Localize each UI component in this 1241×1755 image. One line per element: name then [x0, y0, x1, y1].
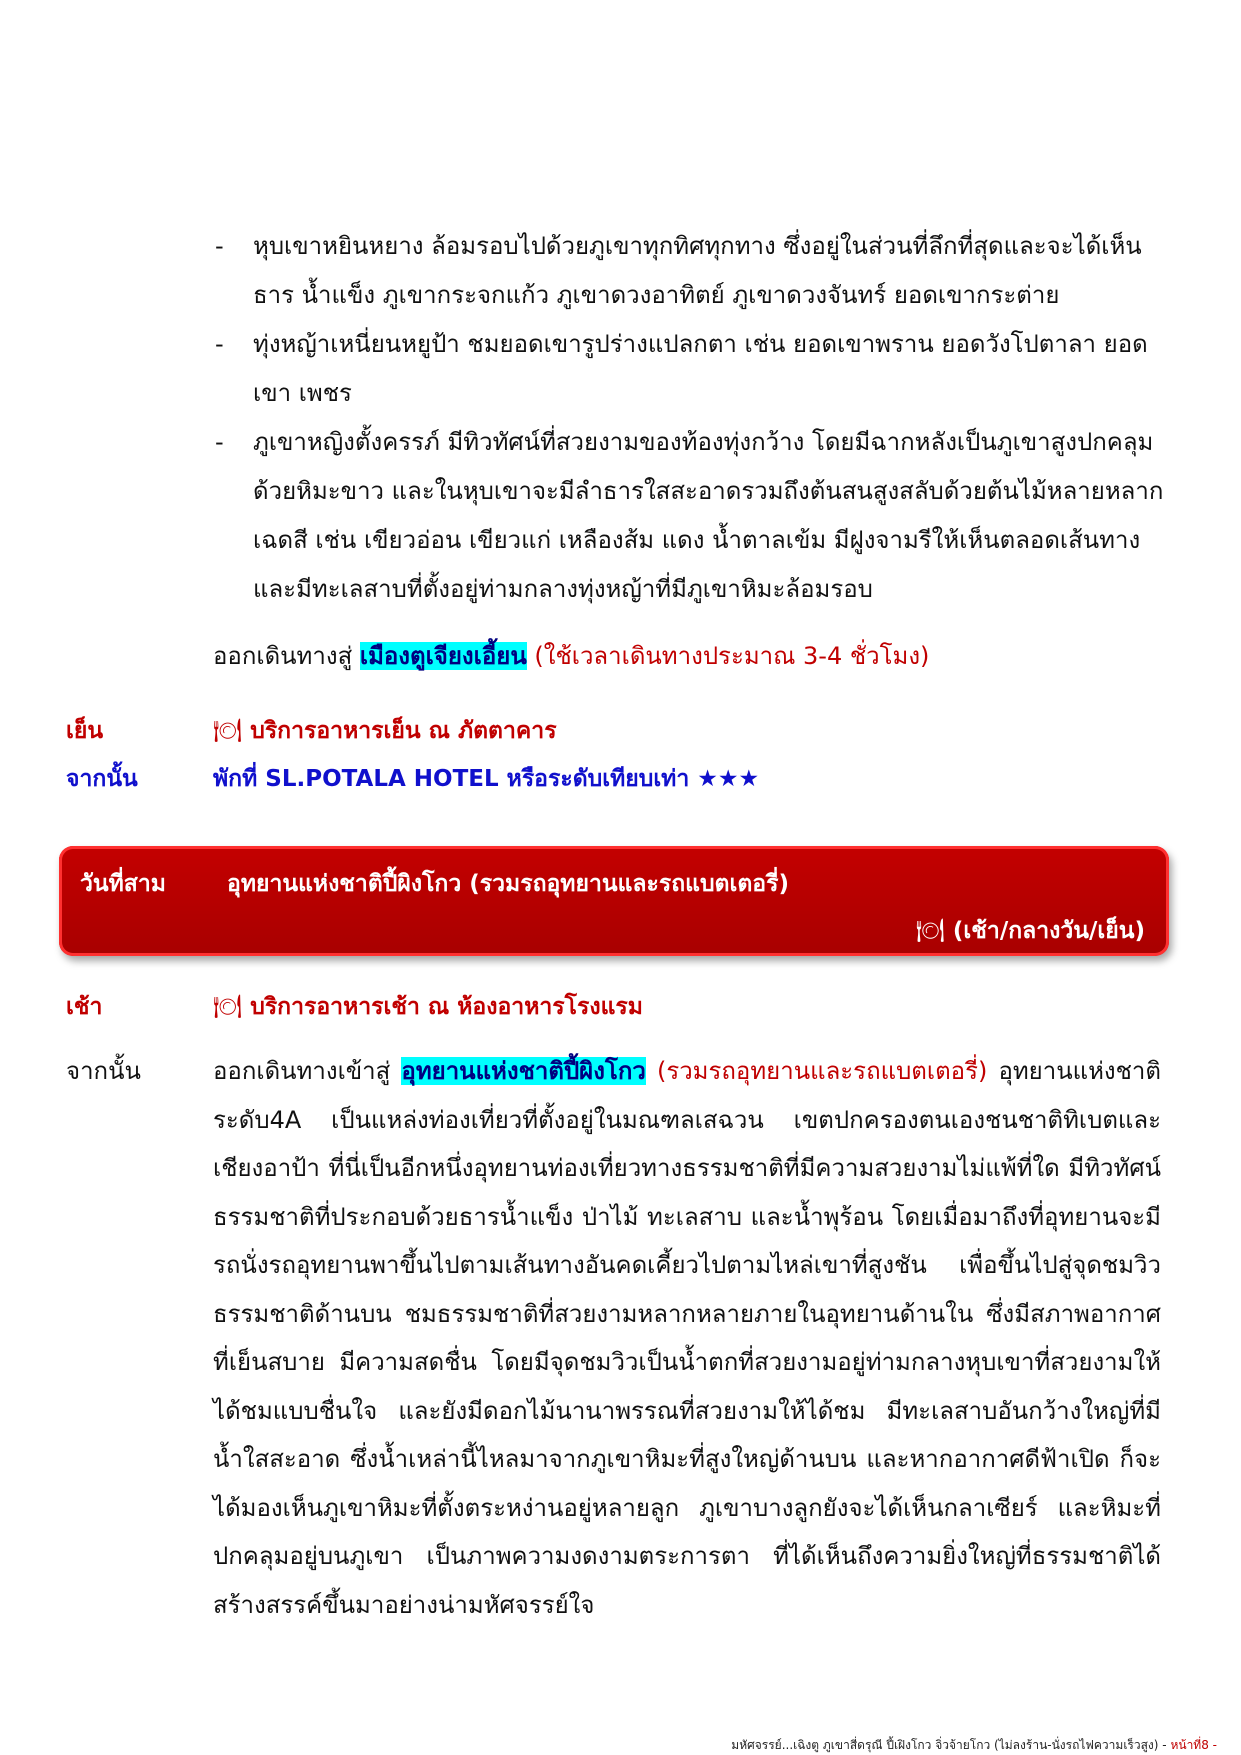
- destination-highlight: เมืองตูเจียงเอี้ยน: [359, 642, 527, 670]
- bullet-marker: -: [215, 330, 224, 358]
- afterwards-paragraph: [213, 1047, 1161, 1629]
- dinner-row: [66, 714, 557, 748]
- list-item: [211, 418, 1171, 614]
- list-item-text: หุบเขาหยินหยาง ล้อมรอบไปด้วยภูเขาทุกทิศทุกทาง ซึ่งอยู่ในส่วนที่ลึกที่สุดและจะได้เห็นธาร น้ำแข็ง ภูเขากระจกแก้ว ภูเขาดวงอาทิตย์ ภูเขาดวงจันทร์ ยอดเขากระต่าย: [253, 232, 1142, 309]
- travel-duration: (ใช้เวลาเดินทางประมาณ 3-4 ชั่วโมง): [534, 642, 930, 670]
- footer-text: มหัศจรรย์...เฉิงตู ภูเขาสี่ดรุณี ปี้เฝิงโกว จิ่วจ้ายโกว (ไม่ลงร้าน-นั่งรถไฟความเร็วสูง) -: [731, 1738, 1167, 1752]
- hotel-time: จากนั้น: [66, 766, 138, 792]
- day-title: อุทยานแห่งชาติปี้ผิงโกว (รวมรถอุทยานและรถแบตเตอรี่): [227, 871, 789, 897]
- meals-text: (เช้า/กลางวัน/เย็น): [952, 918, 1145, 944]
- dinner-text: บริการอาหารเย็น ณ ภัตตาคาร: [250, 718, 557, 744]
- dish-icon: 🍽: [915, 918, 945, 944]
- park-note: (รวมรถอุทยานและรถแบตเตอรี่): [656, 1057, 988, 1085]
- dinner-time: เย็น: [66, 718, 104, 744]
- attraction-list: [211, 222, 1171, 614]
- day-label: วันที่สาม: [80, 871, 166, 897]
- page-footer: [731, 1736, 1217, 1755]
- bullet-marker: -: [215, 232, 224, 260]
- dish-icon: 🍽: [213, 994, 243, 1020]
- day-meals: [916, 913, 1145, 949]
- hotel-text: พักที่ SL.POTALA HOTEL หรือระดับเทียบเท่า ★★★: [213, 766, 760, 792]
- afterwards-time: จากนั้น: [66, 1057, 141, 1085]
- afterwards-body: อุทยานแห่งชาติระดับ4A เป็นแหล่งท่องเที่ยวที่ตั้งอยู่ในมณฑลเสฉวน เขตปกครองตนเองชนชาติทิเบตและเชียงอาป้า ที่นี่เป็นอีกหนึ่งอุทยานท่องเที่ยวทางธรรมชาติที่มีความสวยงามไม่แพ้ที่ใด มีทิวทัศน์ธรรมชาติที่ประกอบด้วยธารน้ำแข็ง ป่าไม้ ทะเลสาบ และน้ำพุร้อน โดยเมื่อมาถึงที่อุทยานจะมีรถนั่งรถอุทยานพาขึ้นไปตามเส้นทางอันคดเคี้ยวไปตามไหล่เขาที่สูงชัน เพื่อขึ้นไปสู่จุดชมวิวธรรมชาติด้านบน ชมธรรมชาติที่สวยงามหลากหลายภายในอุทยานด้านใน ซึ่งมีสภาพอากาศที่เย็นสบาย มีความสดชื่น โดยมีจุดชมวิวเป็นน้ำตกที่สวยงามอยู่ท่ามกลางหุบเขาที่สวยงามให้ได้ชมแบบชื่นใจ และยังมีดอกไม้นานาพรรณที่สวยงามให้ได้ชม มีทะเลสาบอันกว้างใหญ่ที่มีน้ำใสสะอาด ซึ่งน้ำเหล่านี้ไหลมาจากภูเขาหิมะที่สูงใหญ่ด้านบน และหากอากาศดีฟ้าเปิด ก็จะได้มองเห็นภูเขาหิมะที่ตั้งตระหง่านอยู่หลายลูก ภูเขาบางลูกยังจะได้เห็นกลาเซียร์ และหิมะที่ปกคลุมอยู่บนภูเขา เป็นภาพความงดงามตระการตา ที่ได้เห็นถึงความยิ่งใหญ่ที่ธรรมชาติได้สร้างสรรค์ขึ้นมาอย่างน่ามหัศจรรย์ใจ: [213, 1057, 1161, 1619]
- park-highlight: อุทยานแห่งชาติปี้ผิงโกว: [401, 1057, 646, 1085]
- hotel-row: [66, 762, 759, 796]
- breakfast-time: เช้า: [66, 994, 103, 1020]
- list-item: [211, 222, 1171, 320]
- depart-line: [213, 634, 929, 678]
- list-item: [211, 320, 1171, 418]
- depart-prefix: ออกเดินทางสู่: [213, 642, 353, 670]
- breakfast-text: บริการอาหารเช้า ณ ห้องอาหารโรงแรม: [250, 994, 643, 1020]
- breakfast-row: [66, 990, 643, 1024]
- page-number: หน้าที่8 -: [1170, 1738, 1217, 1752]
- list-item-text: ทุ่งหญ้าเหนี่ยนหยูป้า ชมยอดเขารูปร่างแปลกตา เช่น ยอดเขาพราน ยอดวังโปตาลา ยอดเขา เพชร: [253, 330, 1148, 407]
- day-banner: [59, 846, 1169, 956]
- dish-icon: 🍽: [213, 718, 243, 744]
- list-item-text: ภูเขาหญิงตั้งครรภ์ มีทิวทัศน์ที่สวยงามของท้องทุ่งกว้าง โดยมีฉากหลังเป็นภูเขาสูงปกคลุมด้วยหิมะขาว และในหุบเขาจะมีลำธารใสสะอาดรวมถึงต้นสนสูงสลับด้วยต้นไม้หลายหลากเฉดสี เช่น เขียวอ่อน เขียวแก่ เหลืองส้ม แดง น้ำตาลเข้ม มีฝูงจามรีให้เห็นตลอดเส้นทาง และมีทะเลสาบที่ตั้งอยู่ท่ามกลางทุ่งหญ้าที่มีภูเขาหิมะล้อมรอบ: [253, 428, 1164, 603]
- afterwards-prefix: ออกเดินทางเข้าสู่: [213, 1057, 391, 1085]
- bullet-marker: -: [215, 428, 224, 456]
